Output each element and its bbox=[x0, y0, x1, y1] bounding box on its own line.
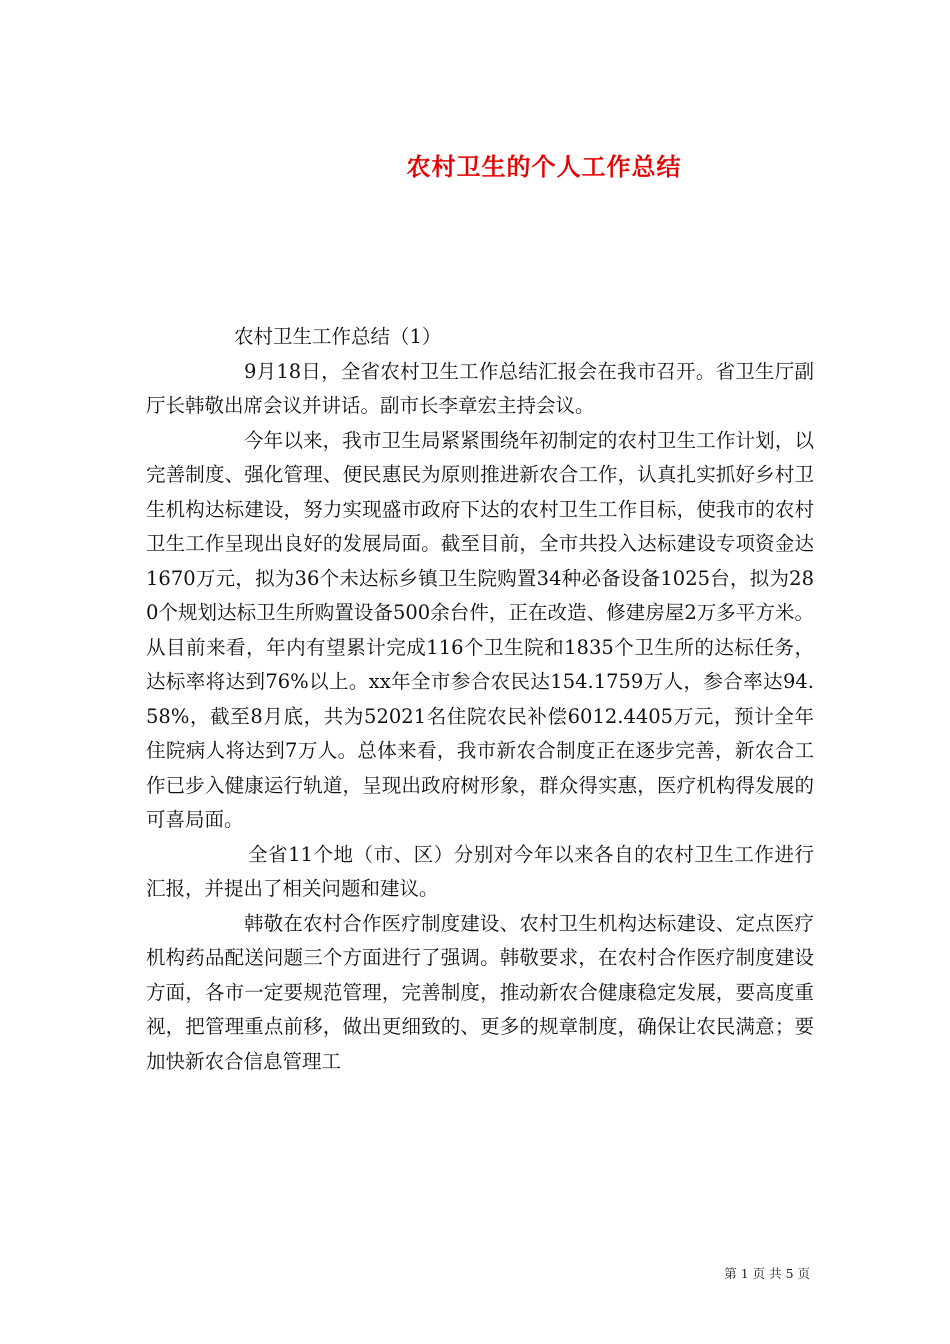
section-title: 农村卫生工作总结（1） bbox=[234, 325, 442, 348]
paragraph-3: 全省11个地（市、区）分别对今年以来各自的农村卫生工作进行汇报，并提出了相关问题和建议。 bbox=[146, 842, 814, 900]
paragraph-2: 今年以来，我市卫生局紧紧围绕年初制定的农村卫生工作计划，以完善制度、强化管理、便民惠民为原则推进新农合工作，认真扎实抓好乡村卫生机构达标建设，努力实现盛市政府下达的农村卫生工作目标，使我市的农村卫生工作呈现出良好的发展局面。截至目前，全市共投入达标建设专项资金达1670万元，拟为36个未达标乡镇卫生院购置34种必备设备1025台，拟为280个规划达标卫生所购置设备500余台件，正在改造、修建房屋2万多平方米。从目前来看，年内有望累计完成116个卫生院和1835个卫生所的达标任务，达标率将达到76%以上。xx年全市参合农民达154.1759万人，参合率达94.58%，截至8月底，共为52021名住院农民补偿6012.4405万元，预计全年住院病人将达到7万人。总体来看，我市新农合制度正在逐步完善，新农合工作已步入健康运行轨道，呈现出政府树形象，群众得实惠，医疗机构得发展的可喜局面。 bbox=[146, 428, 814, 831]
page-number-footer: 第 1 页 共 5 页 bbox=[724, 1266, 810, 1281]
paragraph-1: 9月18日，全省农村卫生工作总结汇报会在我市召开。省卫生厅副厅长韩敬出席会议并讲话。副市长李章宏主持会议。 bbox=[146, 359, 814, 417]
document-body bbox=[146, 320, 814, 1079]
paragraph-4: 韩敬在农村合作医疗制度建设、农村卫生机构达标建设、定点医疗机构药品配送问题三个方面进行了强调。韩敬要求，在农村合作医疗制度建设方面，各市一定要规范管理，完善制度，推动新农合健康稳定发展，要高度重视，把管理重点前移，做出更细致的、更多的规章制度，确保让农民满意；要加快新农合信息管理工 bbox=[146, 911, 814, 1073]
document-title: 农村卫生的个人工作总结 bbox=[406, 153, 682, 182]
